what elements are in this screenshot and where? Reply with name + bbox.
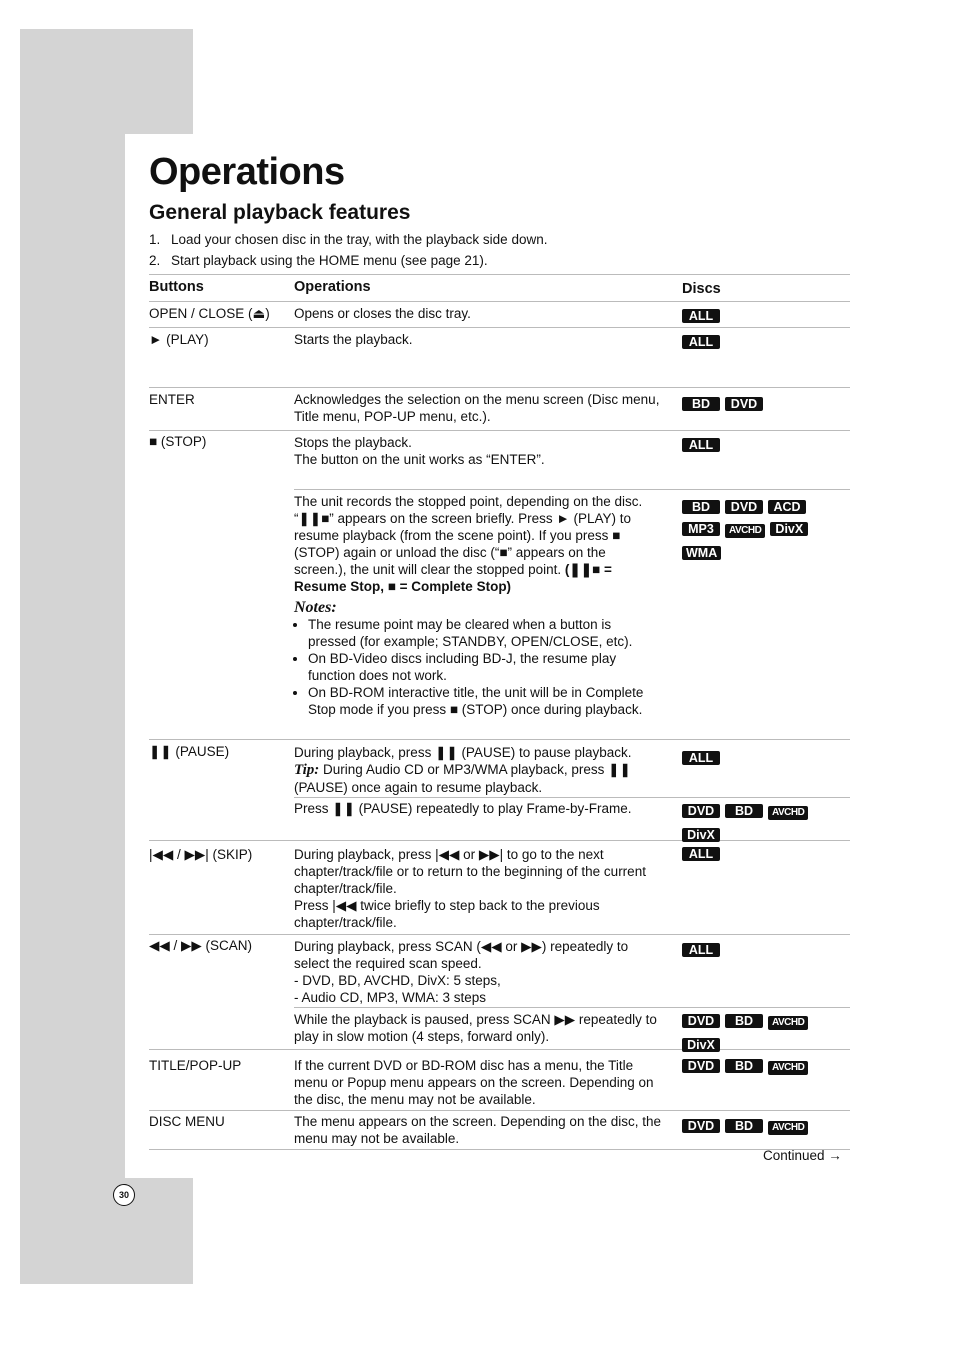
notes-list	[294, 616, 662, 718]
operation-text: If the current DVD or BD-ROM disc has a menu, the Title menu or Popup menu appears on the screen. Depending on the disc, the menu may not be available.	[294, 1058, 654, 1107]
disc-badges	[682, 306, 852, 327]
operation-text	[294, 846, 662, 931]
operation-text	[294, 938, 662, 1006]
scan-sub-row-2	[294, 1008, 850, 1052]
disc-badge: AVCHD	[768, 1016, 808, 1030]
disc-badge: BD	[682, 397, 720, 411]
disc-badge: DVD	[682, 1014, 720, 1028]
disc-badge: AVCHD	[768, 806, 808, 820]
note-item: • On BD-Video discs including BD-J, the resume play function does not work.	[308, 650, 662, 684]
stop-line-2: The button on the unit works as “ENTER”.	[294, 452, 545, 467]
button-stop: ■ (STOP)	[149, 434, 207, 449]
disc-badges	[682, 435, 852, 456]
section-title: General playback features	[149, 201, 411, 224]
disc-badge: BD	[725, 804, 763, 818]
operation-text: Acknowledges the selection on the menu screen (Disc menu, Title menu, POP-UP menu, etc.).	[294, 392, 660, 424]
scan-line-3: - Audio CD, MP3, WMA: 3 steps	[294, 990, 487, 1005]
skip-line-2: Press |◀◀ twice briefly to step back to the previous chapter/track/file.	[294, 898, 600, 930]
button-open-close: OPEN / CLOSE (⏏)	[149, 306, 270, 321]
disc-badge: DVD	[682, 1119, 720, 1133]
button-play: ► (PLAY)	[149, 332, 209, 347]
resume-legend: (❚❚■ = Resume Stop, ■ = Complete Stop)	[294, 562, 612, 594]
page-title: Operations	[149, 151, 345, 193]
table-header	[149, 275, 850, 302]
operation-text: Opens or closes the disc tray.	[294, 306, 471, 321]
disc-badge: ALL	[682, 335, 720, 349]
disc-badges	[682, 394, 852, 415]
operation-text	[294, 493, 662, 718]
steps-list	[149, 229, 547, 271]
operation-text: While the playback is paused, press SCAN ▶▶ repeatedly to play in slow motion (4 steps, forward only).	[294, 1012, 657, 1044]
disc-badge: DVD	[725, 500, 763, 514]
stop-line-1: Stops the playback.	[294, 435, 412, 450]
operation-text: Press ❚❚ (PAUSE) repeatedly to play Frame-by-Frame.	[294, 801, 632, 816]
disc-badge: ACD	[768, 500, 806, 514]
table-row-enter	[149, 388, 850, 431]
table-row-skip	[149, 841, 850, 935]
continued-label: Continued →	[763, 1148, 842, 1163]
pause-sub-row-1	[294, 740, 850, 798]
step-item: 1. Load your chosen disc in the tray, with the playback side down.	[149, 232, 548, 247]
disc-badges	[682, 800, 852, 846]
disc-badge: AVCHD	[725, 524, 765, 538]
operations-table	[149, 274, 850, 1150]
pause-sub-row-2	[294, 798, 850, 842]
table-row-play	[149, 328, 850, 388]
disc-badge: ALL	[682, 309, 720, 323]
disc-badge: DVD	[725, 397, 763, 411]
step-item: 2. Start playback using the HOME menu (see page 21).	[149, 253, 488, 268]
operation-text	[294, 434, 662, 468]
pause-line: During playback, press ❚❚ (PAUSE) to pause playback.	[294, 745, 632, 760]
header-buttons: Buttons	[149, 279, 204, 295]
disc-badge: DVD	[682, 1059, 720, 1073]
disc-badges	[682, 496, 852, 564]
table-row-stop	[149, 431, 850, 740]
disc-badge: DVD	[682, 804, 720, 818]
table-row-open-close	[149, 302, 850, 328]
disc-badge: AVCHD	[768, 1121, 808, 1135]
disc-badges	[682, 1056, 852, 1079]
tip-text: During Audio CD or MP3/WMA playback, press ❚❚ (PAUSE) once again to resume playback.	[294, 762, 631, 795]
skip-line-1: During playback, press |◀◀ or ▶▶| to go to the next chapter/track/file or to return to the beginning of the current chapter/track/file.	[294, 847, 646, 896]
page-number: 30	[113, 1184, 135, 1206]
gray-margin-side	[20, 134, 125, 1284]
operation-text: The menu appears on the screen. Depending on the disc, the menu may not be available.	[294, 1114, 661, 1146]
note-item: • On BD-ROM interactive title, the unit will be in Complete Stop mode if you press ■ (STOP) once during playback.	[308, 684, 662, 718]
scan-sub-row-1	[294, 935, 850, 1008]
tip-label: Tip:	[294, 762, 320, 778]
disc-badge: BD	[682, 500, 720, 514]
disc-badges	[682, 844, 852, 865]
disc-badges	[682, 940, 852, 961]
scan-line-1: During playback, press SCAN (◀◀ or ▶▶) repeatedly to select the required scan speed.	[294, 939, 629, 971]
gray-margin-bottom	[20, 1178, 193, 1284]
scan-line-2: - DVD, BD, AVCHD, DivX: 5 steps,	[294, 973, 501, 988]
disc-badge: ALL	[682, 847, 720, 861]
table-row-title-popup	[149, 1050, 850, 1111]
button-pause: ❚❚ (PAUSE)	[149, 744, 230, 759]
table-row-disc-menu	[149, 1111, 850, 1150]
stop-sub-row-2	[294, 490, 850, 738]
table-row-pause	[149, 740, 850, 841]
resume-text: The unit records the stopped point, depending on the disc. “❚❚■” appears on the screen briefly. Press ► (PLAY) to resume playback (from the scene point). If you press ■ (STOP) again or unload the disc (“■” appears on the screen.), the unit will clear the stopped point.	[294, 494, 643, 577]
table-row-scan	[149, 935, 850, 1050]
header-discs: Discs	[682, 281, 721, 297]
gray-margin-top	[20, 29, 193, 134]
button-disc-menu: DISC MENU	[149, 1114, 225, 1129]
disc-badge: DivX	[682, 828, 720, 842]
disc-badge: AVCHD	[768, 1061, 808, 1075]
disc-badges	[682, 1116, 852, 1139]
button-skip: |◀◀ / ▶▶| (SKIP)	[149, 847, 253, 862]
disc-badge: ALL	[682, 438, 720, 452]
operation-text: Starts the playback.	[294, 332, 413, 347]
stop-sub-row-1	[294, 431, 850, 490]
disc-badges	[682, 748, 852, 769]
disc-badge: DivX	[682, 1038, 720, 1052]
disc-badge: BD	[725, 1059, 763, 1073]
note-item: • The resume point may be cleared when a button is pressed (for example; STANDBY, OPEN/CLOSE, etc).	[308, 616, 662, 650]
disc-badge: DivX	[770, 522, 808, 536]
notes-title: Notes:	[294, 599, 337, 616]
disc-badge: BD	[725, 1119, 763, 1133]
disc-badge: BD	[725, 1014, 763, 1028]
button-enter: ENTER	[149, 392, 195, 407]
disc-badge: ALL	[682, 751, 720, 765]
disc-badge: ALL	[682, 943, 720, 957]
operation-text	[294, 744, 662, 796]
disc-badge: WMA	[682, 546, 721, 560]
disc-badges	[682, 332, 852, 353]
button-title-popup: TITLE/POP-UP	[149, 1058, 242, 1073]
disc-badge: MP3	[682, 522, 720, 536]
header-operations: Operations	[294, 279, 371, 295]
button-scan: ◀◀ / ▶▶ (SCAN)	[149, 938, 253, 953]
